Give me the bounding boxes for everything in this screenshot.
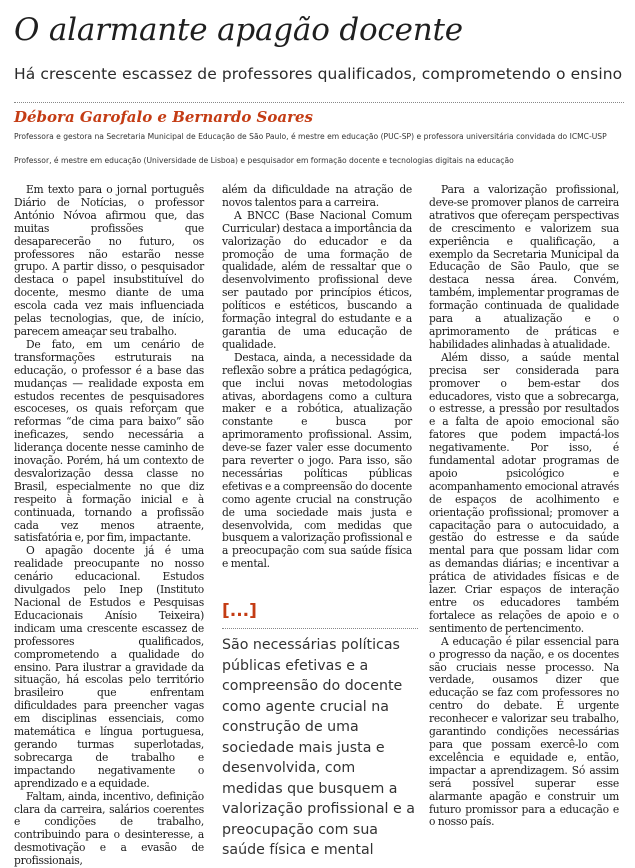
divider [222,628,418,629]
pull-quote-text: São necessárias políticas públicas efetivas e a compreensão do docente como agente crucial na construção de uma sociedade mais justa e desenvolvida, com medidas que busquem a valorização profissional e a preocupação com sua saúde física e mental [222,637,415,858]
paragraph: A educação é pilar essencial para o progresso da nação, e os docentes são cruciais nesse processo. Na verdade, ousamos dizer que educação se faz com professores no centro do debate. É urgente reconhecer e valorizar seu trabalho, garantindo condições necessárias para que possam exercê-lo com excelência e equidade e, então, impactar a aprendizagem. Só assim será possível superar esse alarmante apagão e construir um futuro promissor para a educação e o nosso país. [429,634,619,829]
subheadline: Há crescente escassez de professores qualificados, comprometendo o ensino [14,65,623,83]
paragraph: De fato, em um cenário de transformações estruturais na educação, o professor é a base das mudanças — realidade exposta em estudos recentes de pesquisadores escoceses, os quais reforçam que reformas “de cima para baixo” são ineficazes, sendo necessária a liderança docente nesse caminho de inovação. Porém, há um contexto de desvalorização dessa classe no Brasil, especialmente no que diz respeito à formação inicial e à continuada, tornando a profissão cada vez menos atraente, satisfatória e, por fim, impactante. [14,337,204,545]
article-column-1 [14,184,204,868]
pull-quote [222,600,418,861]
paragraph: Para a valorização profissional, deve-se promover planos de carreira atrativos que ofereçam perspectivas de crescimento e valorizem sua experiência e qualificação, a exemplo da Secretaria Municipal da Educação de São Paulo, que se destaca nessa área. Convém, também, implementar programas de formação continuada de qualidade para a atualização e o aprimoramento de práticas e habilidades alinhadas à atualidade. [429,183,619,351]
byline [14,102,624,166]
paragraph: Faltam, ainda, incentivo, definição clara da carreira, salários coerentes e condições de trabalho, contribuindo para o desinteresse, a desmotivação e a evasão de profissionais, [14,789,204,868]
author-bio-2: Professor, é mestre em educação (Universidade de Lisboa) e pesquisador em formação docente e tecnologias digitais na educação [14,156,514,165]
paragraph: A BNCC (Base Nacional Comum Curricular) destaca a importância da valorização do educador e da promoção de uma formação de qualidade, além de ressaltar que o desenvolvimento profissional deve ser pautado por princípios éticos, políticos e estéticos, buscando a formação integral do estudante e a garantia de uma educação de qualidade. [222,208,412,351]
paragraph: O apagão docente já é uma realidade preocupante no nosso cenário educacional. Estudos divulgados pelo Inep (Instituto Nacional de Estudos e Pesquisas Educacionais Anísio Teixeira) indicam uma crescente escassez de professores qualificados, comprometendo a qualidade do ensino. Para ilustrar a gravidade da situação, há escolas pelo território brasileiro que enfrentam dificuldades para preencher vagas em disciplinas essenciais, como matemática e língua portuguesa, gerando turmas superlotadas, sobrecarga de trabalho e impactando negativamente o aprendizado e a equidade. [14,544,204,790]
author-bio-1: Professora e gestora na Secretaria Municipal de Educação de São Paulo, é mestre em educação (PUC-SP) e professora universitária convidada do ICMC-USP [14,132,607,141]
article-column-2 [222,184,412,571]
paragraph: Em texto para o jornal português Diário de Notícias, o professor António Nóvoa afirmou que, das muitas profissões que desaparecerão no futuro, os professores não estarão nesse grupo. A partir disso, o pesquisador destaca o papel insubstituível do docente, mesmo diante de uma escola cada vez mais influenciada pelas tecnologias, que, de início, parecem ameaçar seu trabalho. [14,183,204,338]
paragraph: Além disso, a saúde mental precisa ser considerada para promover o bem-estar dos educadores, visto que a sobrecarga, o estresse, a pressão por resultados e a falta de apoio emocional são fatores que podem impactá-los negativamente. Por isso, é fundamental adotar programas de apoio psicológico e acompanhamento emocional através de espaços de acolhimento e orientação profissional; promover a capacitação para o autocuidado, a gestão do estresse e da saúde mental para que possam lidar com as demandas diárias; e incentivar a prática de atividades físicas e de lazer. Criar espaços de interação entre os educadores também fortalece as relações de apoio e o sentimento de pertencimento. [429,350,619,635]
paragraph: Destaca, ainda, a necessidade da reflexão sobre a prática pedagógica, que inclui novas metodologias ativas, abordagens como a cultura maker e a robótica, atualização constante e busca por aprimoramento profissional. Assim, deve-se fazer valer esse documento para reverter o jogo. Para isso, são necessárias políticas públicas efetivas e a compreensão do docente como agente crucial na construção de uma sociedade mais justa e desenvolvida, com medidas que busquem a valorização profissional e a preocupação com sua saúde física e mental. [222,350,412,571]
headline: O alarmante apagão docente [14,12,463,48]
ellipsis-marker: [...] [222,601,257,621]
article-column-3 [429,184,619,829]
paragraph: além da dificuldade na atração de novos talentos para a carreira. [222,183,412,209]
author-names: Débora Garofalo e Bernardo Soares [14,108,314,126]
